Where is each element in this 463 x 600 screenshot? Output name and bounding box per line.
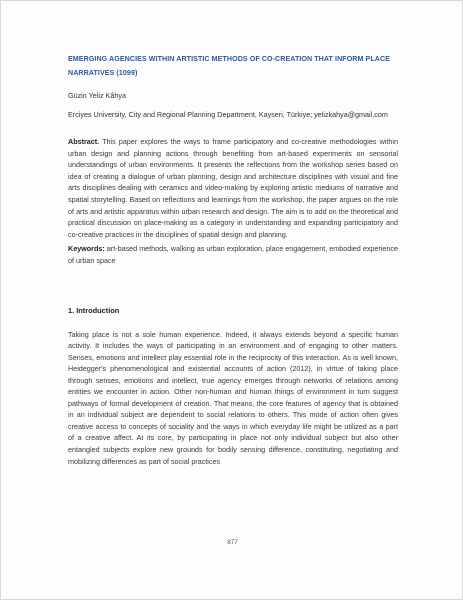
section-heading: 1. Introduction [68,305,120,315]
keywords-label: Keywords: [68,244,105,254]
author-name: Güzin Yeliz Kâhya [68,91,126,100]
page-content [68,53,398,467]
page-number: 877 [227,539,238,546]
author-affiliation: Erciyes University, City and Regional Planning Department, Kayseri, Türkiye; yelizkahya@gmail.com [68,110,388,119]
abstract-text: This paper explores the ways to frame participatory and co-creative methodologies within urban design and planning actions through benefiting from art-based experiments on sensorial understandings of urban environments. It presents the reflections from the workshop series based on idea of creating a dialogue of urban planning, design and architecture disciplines with visual and fine arts disciplines dealing with ceramics and video-making by exploring artistic mediums of narrative and spatial storytelling. Based on reflections and learnings from the workshop, the paper argues on the role of arts and artistic apparatus within urban research and design. The aim is to add on the theoretical and practical discussion on place-making as a category in understanding and expanding participatory and co-creative practices in the disciplines of spatial design and planning. [68,137,398,239]
keywords-text: art-based methods, walking as urban exploration, place engagement, embodied experience of urban space [68,244,398,265]
abstract [68,136,398,240]
paper-title: EMERGING AGENCIES WITHIN ARTISTIC METHODS OF CO-CREATION THAT INFORM PLACE NARRATIVES (1099) [68,55,390,77]
intro-paragraph: Taking place is not a sole human experience. Indeed, it always extends beyond a specific human activity. It includes the ways of participating in an environment and of engaging to other matters. Senses, emotions and intellect play essential role in the reciprocity of this interaction. As is well known, Heidegger's phenomenological and existential accounts of action (2012), in virtue of taking place through senses, emotions and intellect, true agency emerges through networks of relations among entities we encounter in action. Other non-human and human things of environment in turn suggest pathways of formal development of creation. That means, the core features of agency that is obtained in an individual subject are dependent to social relations to others. This mode of action often gives creative access to concepts of sociality and the ways in which everyday life might be utilized as a part of a creative affect. At its core, by participating in place not only individual subject but also other entangled subjects explore new grounds for bodily sensing difference, constituting, negotiating and mobilizing differences as part of social practices [68,329,398,466]
abstract-label: Abstract. [68,137,100,146]
keywords [68,243,398,266]
